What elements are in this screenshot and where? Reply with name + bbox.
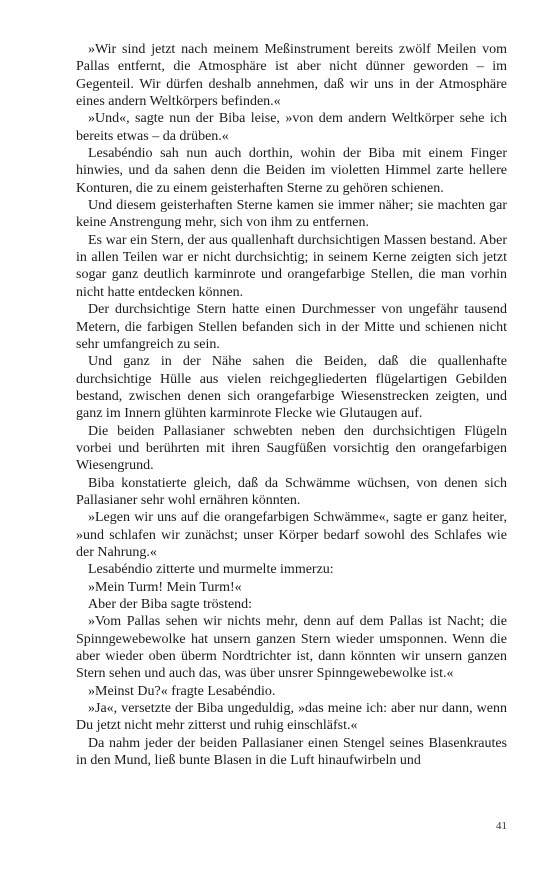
paragraph: Lesabéndio sah nun auch dorthin, wohin der Biba mit einem Finger hinwies, und da sahen denn die Beiden im violetten Himmel zarte hellere Konturen, die zu einem geisterhaften Sterne zu gehören schienen. xyxy=(76,146,507,196)
page-number: 41 xyxy=(496,820,507,832)
paragraph: »Meinst Du?« fragte Lesabéndio. xyxy=(88,683,276,699)
paragraph: Der durchsichtige Stern hatte einen Durchmesser von ungefähr tausend Metern, die farbigen Stellen befanden sich in der Mitte und schienen nicht sehr umfangreich zu sein. xyxy=(76,302,507,352)
paragraph: Lesabéndio zitterte und murmelte immerzu: xyxy=(88,562,334,578)
paragraph: »Mein Turm! Mein Turm!« xyxy=(88,579,242,595)
paragraph: Biba konstatierte gleich, daß da Schwämme wüchsen, von denen sich Pallasianer sehr wohl ernähren könnten. xyxy=(76,475,507,508)
paragraph: Und diesem geisterhaften Sterne kamen sie immer näher; sie machten gar keine Anstrengung mehr, sich von ihm zu entfernen. xyxy=(76,198,507,231)
paragraph: »Vom Pallas sehen wir nichts mehr, denn auf dem Pallas ist Nacht; die Spinngewebewolke hat unsern ganzen Stern wieder umsponnen. Wenn die aber wieder oben überm Nordtrichter ist, dann könnten wir unsern ganzen Stern sehen und auch das, was über unsrer Spinngewebewolke ist.« xyxy=(76,614,507,682)
paragraph: »Ja«, versetzte der Biba ungeduldig, »das meine ich: aber nur dann, wenn Du jetzt nicht mehr zitterst und ruhig einschläfst.« xyxy=(76,701,507,734)
paragraph: Aber der Biba sagte tröstend: xyxy=(88,597,253,612)
paragraph: »Legen wir uns auf die orangefarbigen Schwämme«, sagte er ganz heiter, »und schlafen wir zunächst; unser Körper bedarf sowohl des Schlafes wie der Nahrung.« xyxy=(76,510,507,560)
paragraph: Die beiden Pallasianer schwebten neben den durchsichtigen Flügeln vorbei und berührten mit ihren Saugfüßen vorsichtig den orangefarbigen Wiesengrund. xyxy=(76,423,507,474)
paragraph: Es war ein Stern, der aus quallenhaft durchsichtigen Massen bestand. Aber in allen Teilen war er nicht durchsichtig; in seinem Kerne zeigten sich jetzt sogar ganz deutlich karminrote und orangefarbige Stellen, die man vorhin nicht hatte entdecken können. xyxy=(76,232,507,300)
paragraph: Da nahm jeder der beiden Pallasianer einen Stengel seines Blasenkrautes in den Mund, ließ bunte Blasen in die Luft hinaufwirbeln und xyxy=(76,735,507,769)
body-text xyxy=(76,41,507,769)
paragraph: »Wir sind jetzt nach meinem Meßinstrument bereits zwölf Meilen vom Pallas entfernt, die Atmosphäre ist aber nicht dünner geworden – im Gegenteil. Wir dürfen deshalb annehmen, daß wir uns in der Atmosphäre eines andern Weltkörpers befinden.« xyxy=(76,42,507,110)
paragraph: Und ganz in der Nähe sahen die Beiden, daß die quallenhafte durchsichtige Hülle aus vielen reichgegliederten flügelartigen Gebilden bestand, zwischen denen sich orangefarbige Wiesenstrecken zeigten, und ganz im Innern glühten karminrote Flecke wie Glutaugen auf. xyxy=(76,354,507,422)
paragraph: »Und«, sagte nun der Biba leise, »von dem andern Weltkörper sehe ich bereits etwas – da drüben.« xyxy=(76,111,507,144)
